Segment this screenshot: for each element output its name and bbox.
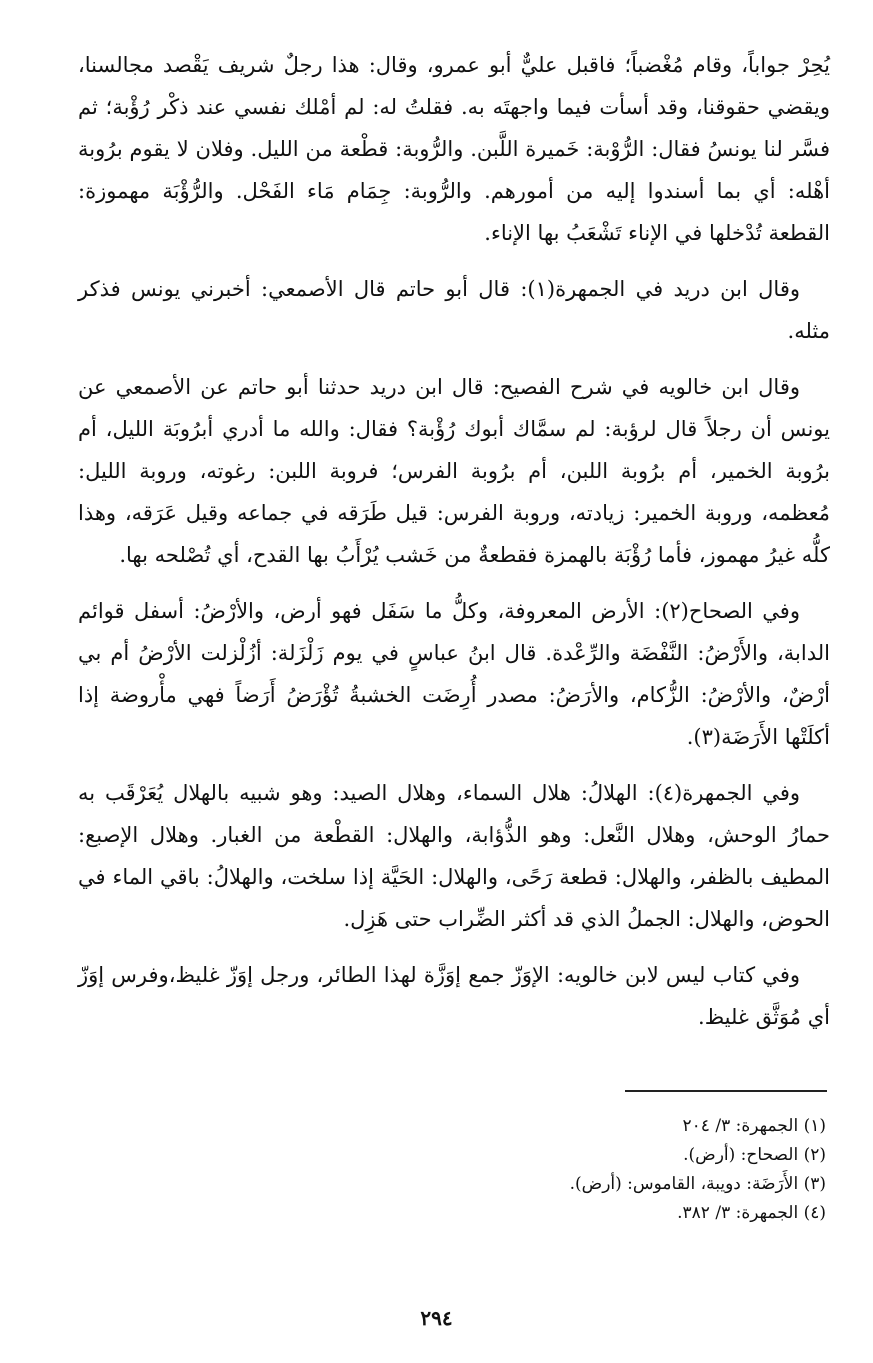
- footnote-4: (٤) الجمهرة: ٣/ ٣٨٢.: [677, 1203, 826, 1223]
- footnote-2: (٢) الصحاح: (أرض).: [683, 1145, 826, 1165]
- paragraph-1: يُحِرْ جواباً، وقام مُغْضباً؛ فاقبل عليٌّ أبو عمرو، وقال: هذا رجلٌ شريف يَقْصد مجالسنا، ويقضي حقوقنا، وقد أسأت فيما واجهتَه به. فقلتُ له: لم أمْلك نفسي عند ذكْر رُؤْبة؛ ثم فسَّر لنا يونسُ فقال: الرُّوْبة: خَميرة اللَّبن. والرُّوبة: قطْعة من الليل. وفلان لا يقوم برُوبة أهْله: أي بما أسندوا إليه من أمورهم. والرُّوبة: جِمَام مَاء الفَحْل. والرُّؤْبَة مهموزة: القطعة تُدْخلها في الإناء تَشْعَبُ بها الإناء.: [78, 53, 831, 245]
- paragraph-3: وقال ابن خالويه في شرح الفصيح: قال ابن دريد حدثنا أبو حاتم عن الأصمعي عن يونس أن رجلاً قال لرؤبة: لم سمَّاك أبوك رُؤْبة؟ فقال: والله ما أدري أبرُوبَة الليل، أم برُوبة الخمير، أم برُوبة اللبن، أم برُوبة الفرس؛ فروبة اللبن: رغوته، وروبة الليل: مُعظمه، وروبة الخمير: زيادته، وروبة الفرس: قيل طَرَقه في جماعه وقيل عَرَقه، وهذا كلُّه غيرُ مهموز، فأما رُؤْبَة بالهمزة فقطعةٌ من خَشب يُرْأَبُ بها القدح، أي تُصْلحه بها.: [78, 375, 830, 567]
- paragraph-2: وقال ابن دريد في الجمهرة(١): قال أبو حاتم قال الأصمعي: أخبرني يونس فذكر مثله.: [78, 277, 830, 343]
- page-number: ٢٩٤: [420, 1306, 453, 1330]
- footnote-separator: [625, 1090, 827, 1092]
- footnote-1: (١) الجمهرة: ٣/ ٢٠٤: [682, 1116, 826, 1136]
- footnotes: [78, 1112, 826, 1228]
- footnote-3: (٣) الأَرَضَة: دويبة، القاموس: (أرض).: [569, 1174, 826, 1194]
- paragraph-5: وفي الجمهرة(٤): الهلالُ: هلال السماء، وهلال الصيد: وهو شبيه بالهلال يُعَرْقَب به حمارُ الوحش، وهلال النَّعل: وهو الذُّؤابة، والهلال: القطْعة من الغبار. وهلال الإصبع: المطيف بالظفر، والهلال: قطعة رَحًى، والهلال: الحَيَّة إذا سلخت، والهلالُ: باقي الماء في الحوض، والهلال: الجملُ الذي قد أكثر الضِّراب حتى هَزِل.: [78, 781, 830, 931]
- paragraph-6: وفي كتاب ليس لابن خالويه: الإوَزّ جمع إوَزَّة لهذا الطائر، ورجل إوَزّ غليظ،وفرس إوَزّ أي مُوَثَّق غليظ.: [78, 963, 830, 1029]
- main-text: [78, 44, 830, 1052]
- paragraph-4: وفي الصحاح(٢): الأرض المعروفة، وكلُّ ما سَفَل فهو أرض، والأرْضُ: أسفل قوائم الدابة، والأَرْضُ: النَّفْضَة والرِّعْدة. قال ابنُ عباسٍ في يوم زَلْزَلة: أزُلْزلت الأرْضُ أم بي أرْضٌ، والأرْضُ: الزُّكام، والأرَضُ: مصدر أُرِضَت الخشبةُ تُؤْرَضُ أَرَضاً فهي مأْروضة إذا أكلَتْها الأَرَضَة(٣).: [78, 599, 830, 749]
